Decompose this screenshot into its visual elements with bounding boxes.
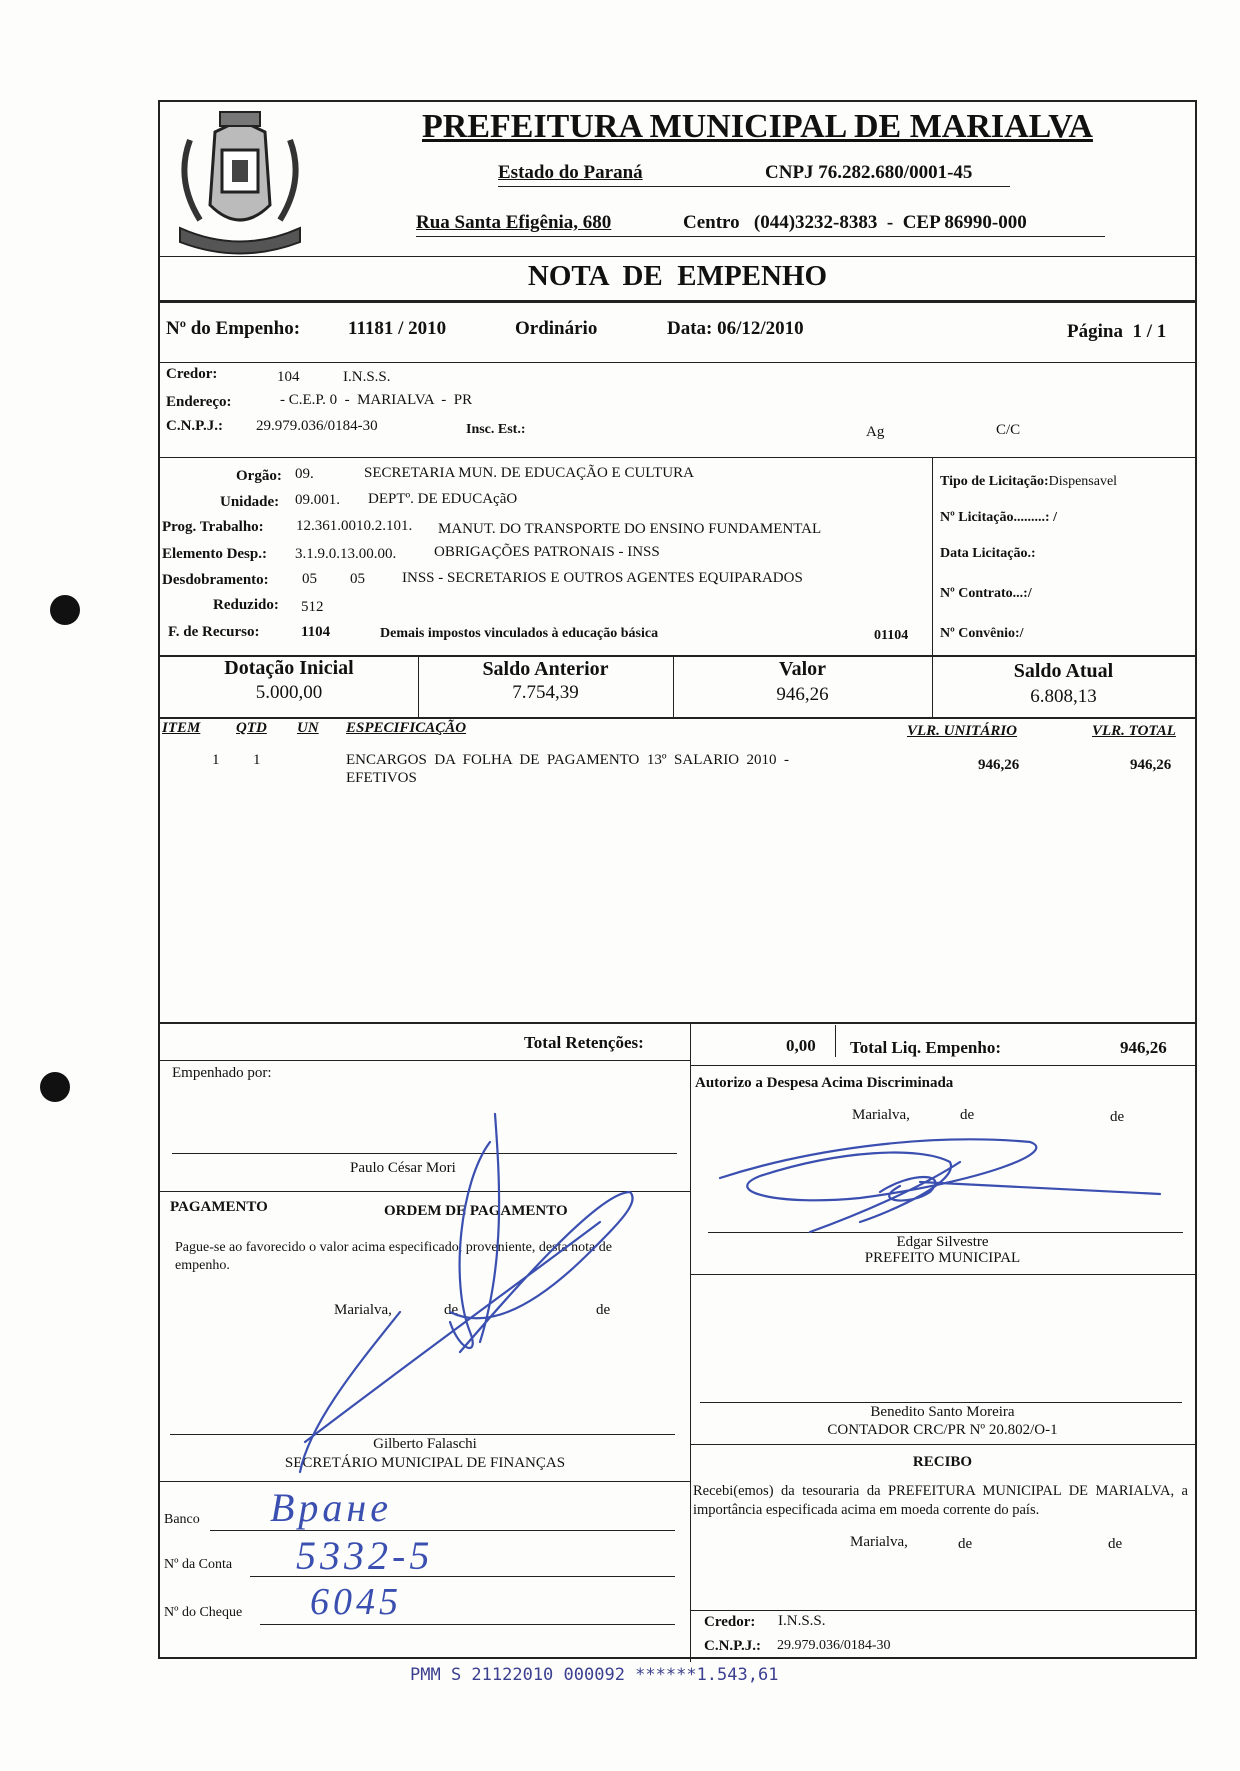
coat-of-arms-icon [170, 110, 310, 260]
autorizo-place: Marialva, [852, 1107, 910, 1123]
col-especificacao: ESPECIFICAÇÃO [346, 720, 467, 736]
recibo-de-1: de [958, 1536, 973, 1552]
row-spec-line2: EFETIVOS [346, 770, 417, 786]
recibo-cnpj-value: 29.979.036/0184-30 [777, 1638, 891, 1653]
autorizo-de-1: de [960, 1107, 975, 1123]
row-unit-value: 946,26 [978, 757, 1020, 773]
row-spec: ENCARGOS DA FOLHA DE PAGAMENTO 13º SALARIO 2010 - [346, 752, 790, 768]
empenho-number: 11181 / 2010 [348, 318, 447, 339]
insc-est-label: Insc. Est.: [466, 422, 526, 437]
empenho-type: Ordinário [515, 318, 598, 339]
pagamento-text: Pague-se ao favorecido o valor acima especificado, proveniente, desta nota de empenho. [175, 1240, 612, 1273]
desdobramento-label: Desdobramento: [162, 572, 269, 588]
dotacao-inicial-label: Dotação Inicial [224, 657, 354, 679]
recibo-place: Marialva, [850, 1534, 908, 1550]
cnpj-label: C.N.P.J.: [166, 418, 223, 434]
reduzido-label: Reduzido: [213, 597, 279, 613]
prog-trabalho-desc: MANUT. DO TRANSPORTE DO ENSINO FUNDAMENTAL [438, 521, 822, 537]
saldo-anterior-value: 7.754,39 [512, 682, 579, 703]
data-licitacao: Data Licitação.: [940, 546, 1036, 561]
banco-value: Bране [270, 1485, 393, 1530]
total-retencoes-value: 0,00 [786, 1036, 816, 1055]
numero-licitacao: Nº Licitação.........: / [940, 510, 1057, 525]
district-phone-cep: Centro (044)3232-8383 - CEP 86990-000 [683, 212, 1027, 233]
col-un: UN [297, 720, 319, 736]
elemento-code: 3.1.9.0.13.00.00. [295, 546, 397, 562]
saldo-atual-value: 6.808,13 [1030, 686, 1097, 707]
secretario-role: SECRETÁRIO MUNICIPAL DE FINANÇAS [284, 1455, 566, 1471]
prefeitura-title: PREFEITURA MUNICIPAL DE MARIALVA [422, 108, 1093, 145]
elemento-label: Elemento Desp.: [162, 546, 267, 562]
recibo-label: RECIBO [912, 1454, 973, 1470]
col-vlr-unitario: VLR. UNITÁRIO [907, 723, 1018, 739]
credor-label: Credor: [166, 366, 218, 382]
pagamento-place: Marialva, [334, 1302, 392, 1318]
ordem-pagamento-label: ORDEM DE PAGAMENTO [384, 1203, 568, 1219]
banco-label: Banco [164, 1512, 200, 1527]
address-label: Rua Santa Efigênia, 680 [416, 212, 612, 233]
autorizo-de-2: de [1110, 1109, 1125, 1125]
unidade-code: 09.001. [295, 492, 340, 508]
secretario-name: Gilberto Falaschi [373, 1436, 477, 1452]
document-title: NOTA DE EMPENHO [527, 260, 828, 292]
col-item: ITEM [162, 720, 201, 736]
prefeito-name: Edgar Silvestre [896, 1234, 989, 1250]
recibo-de-2: de [1108, 1536, 1123, 1552]
recurso-desc: Demais impostos vinculados à educação básica [380, 626, 659, 641]
orgao-label: Orgão: [236, 468, 282, 484]
cheque-value: 6045 [310, 1581, 402, 1623]
col-qtd: QTD [236, 720, 267, 736]
endereco-label: Endereço: [166, 394, 232, 410]
desdobramento-code-2: 05 [350, 571, 365, 587]
credor-cnpj: 29.979.036/0184-30 [256, 418, 378, 434]
dotacao-inicial-value: 5.000,00 [255, 682, 323, 703]
row-item: 1 [212, 752, 220, 768]
reduzido-value: 512 [301, 599, 324, 615]
ag-label: Ag [866, 424, 885, 440]
mechanical-stamp: PMM S 21122010 000092 ******1.543,61 [410, 1665, 779, 1685]
empenho-number-label: Nº do Empenho: [166, 318, 301, 339]
col-vlr-total: VLR. TOTAL [1092, 723, 1176, 739]
orgao-desc: SECRETARIA MUN. DE EDUCAÇÃO E CULTURA [364, 465, 694, 481]
recibo-cnpj-label: C.N.P.J.: [704, 1638, 761, 1654]
autorizo-label: Autorizo a Despesa Acima Discriminada [695, 1075, 954, 1091]
state-label: Estado do Paraná [498, 162, 643, 183]
empenhado-por-label: Empenhado por: [172, 1065, 272, 1081]
contador-name: Benedito Santo Moreira [870, 1404, 1015, 1420]
total-liq-label: Total Liq. Empenho: [850, 1038, 1001, 1057]
row-qtd: 1 [253, 752, 261, 768]
recibo-text: Recebi(emos) da tesouraria da PREFEITURA MUNICIPAL DE MARIALVA, a importância especificada acima em moeda corrente do país. [693, 1483, 1188, 1518]
conta-value: 5332-5 [296, 1533, 434, 1578]
desdobramento-code-1: 05 [302, 571, 317, 587]
conta-label: Nº da Conta [164, 1557, 233, 1572]
prog-trabalho-label: Prog. Trabalho: [162, 519, 264, 535]
recurso-code: 1104 [301, 624, 331, 640]
valor-value: 946,26 [776, 684, 829, 705]
recibo-credor-label: Credor: [704, 1614, 756, 1630]
recurso-ref: 01104 [874, 628, 909, 643]
pagamento-de-2: de [596, 1302, 611, 1318]
cheque-label: Nº do Cheque [164, 1605, 243, 1620]
recibo-credor-value: I.N.S.S. [778, 1613, 826, 1629]
total-liq-value: 946,26 [1120, 1038, 1167, 1057]
orgao-code: 09. [295, 466, 314, 482]
cnpj-prefeitura: CNPJ 76.282.680/0001-45 [765, 162, 973, 183]
unidade-desc: DEPTº. DE EDUCAçãO [368, 491, 518, 507]
tipo-licitacao-value: Dispensavel [1048, 474, 1118, 489]
total-retencoes-label: Total Retenções: [524, 1033, 644, 1052]
empenhado-por-name: Paulo César Mori [350, 1160, 456, 1176]
numero-convenio: Nº Convênio:/ [940, 626, 1024, 641]
valor-label: Valor [778, 658, 827, 680]
contador-role: CONTADOR CRC/PR Nº 20.802/O-1 [827, 1422, 1058, 1438]
numero-contrato: Nº Contrato...:/ [940, 586, 1032, 601]
table-row [160, 752, 1195, 792]
punch-hole-top [50, 595, 80, 625]
pagamento-de-1: de [444, 1302, 459, 1318]
credor-name: I.N.S.S. [343, 369, 391, 385]
tipo-licitacao-label: Tipo de Licitação:Dispensavel [940, 474, 1118, 489]
prefeito-role: PREFEITO MUNICIPAL [864, 1250, 1021, 1266]
recurso-label: F. de Recurso: [168, 624, 260, 640]
desdobramento-desc: INSS - SECRETARIOS E OUTROS AGENTES EQUIPARADOS [402, 570, 803, 586]
prog-trabalho-code: 12.361.0010.2.101. [296, 518, 413, 534]
credor-address: - C.E.P. 0 - MARIALVA - PR [280, 392, 473, 408]
unidade-label: Unidade: [220, 494, 280, 510]
elemento-desc: OBRIGAÇÕES PATRONAIS - INSS [434, 544, 660, 560]
row-total-value: 946,26 [1130, 757, 1172, 773]
nota-de-empenho-form [158, 100, 1197, 1659]
empenho-date: Data: 06/12/2010 [667, 318, 804, 339]
punch-hole-bottom [40, 1072, 70, 1102]
page-number: Página 1 / 1 [1067, 321, 1167, 342]
pagamento-label: PAGAMENTO [170, 1199, 268, 1215]
cc-label: C/C [996, 422, 1021, 438]
saldo-anterior-label: Saldo Anterior [482, 658, 609, 680]
credor-code: 104 [277, 369, 300, 385]
saldo-atual-label: Saldo Atual [1013, 660, 1114, 682]
